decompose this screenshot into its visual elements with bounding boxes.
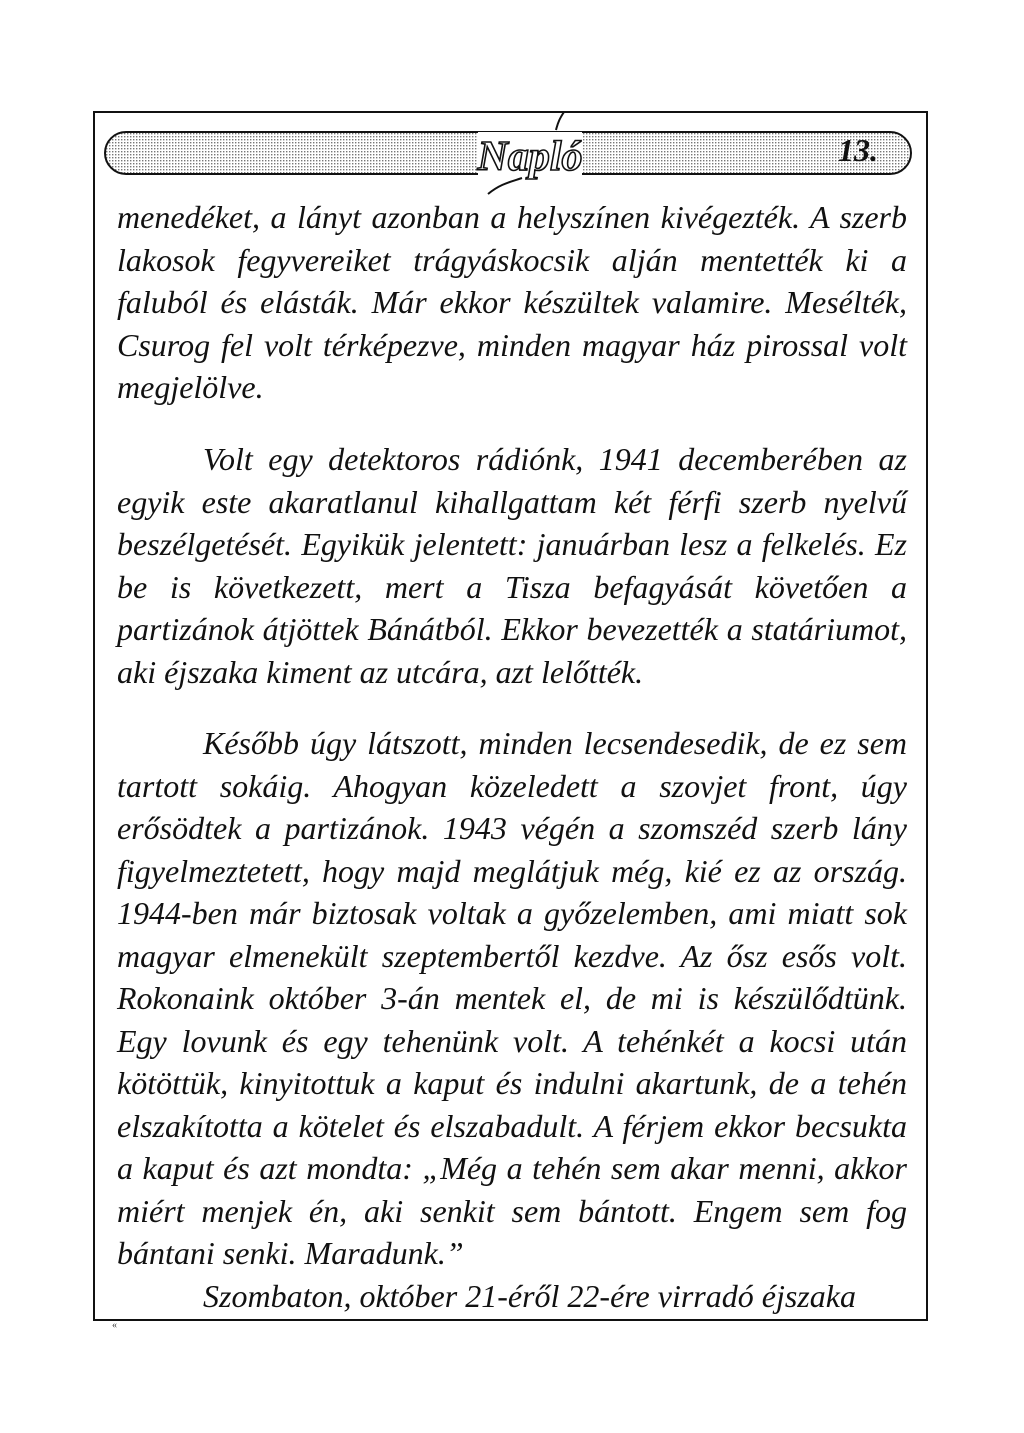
logo-icon — [470, 104, 590, 200]
logo-text: Napló — [477, 134, 583, 180]
footer-mark: « — [112, 1320, 117, 1331]
paragraph-3: Később úgy látszott, minden lecsendesedik, de ez sem tartott sokáig. Ahogyan közeledett a szovjet front, úgy erősödtek a partizánok. 1943 végén a szomszéd szerb lány figyelmeztetett, hogy majd meglátjuk még, kié ez az ország. 1944-ben már biztosak voltak a győzelemben, ami miatt sok magyar elmenekült szeptembertől kezdve. Az ősz esős volt. Rokonaink október 3-án mentek el, de mi is készülődtünk. Egy lovunk és egy tehenünk volt. A tehénkét a kocsi után kötöttük, kinyitottuk a kaput és indulni akartunk, de a tehén elszakította a kötelet és elszabadult. A férjem ekkor becsukta a kaput és azt mondta: „Még a tehén sem akar menni, akkor miért menjek én, aki senkit sem bántott. Engem sem fog bántani senki. Maradunk.” — [117, 725, 907, 1271]
paragraph-2: Volt egy detektoros rádiónk, 1941 decemberében az egyik este akaratlanul kihallgattam két férfi szerb nyelvű beszélgetését. Egyikük jelentett: januárban lesz a felkelés. Ez be is következett, mert a Tisza befagyását követően a partizánok átjöttek Bánátból. Ekkor bevezették a statáriumot, aki éjszaka kiment az utcára, azt lelőtték. — [117, 441, 907, 690]
naplo-logo — [470, 104, 590, 200]
paragraph-1: menedéket, a lányt azonban a helyszínen kivégezték. A szerb lakosok fegyvereiket trágyáskocsik alján mentették ki a faluból és elásták. Már ekkor készültek valamire. Mesélték, Csurog fel volt térképezve, minden magyar ház pirossal volt megjelölve. — [117, 199, 907, 405]
paragraph-4: Szombaton, október 21-éről 22-ére virradó éjszaka — [203, 1278, 856, 1314]
page-number: 13. — [838, 132, 878, 168]
